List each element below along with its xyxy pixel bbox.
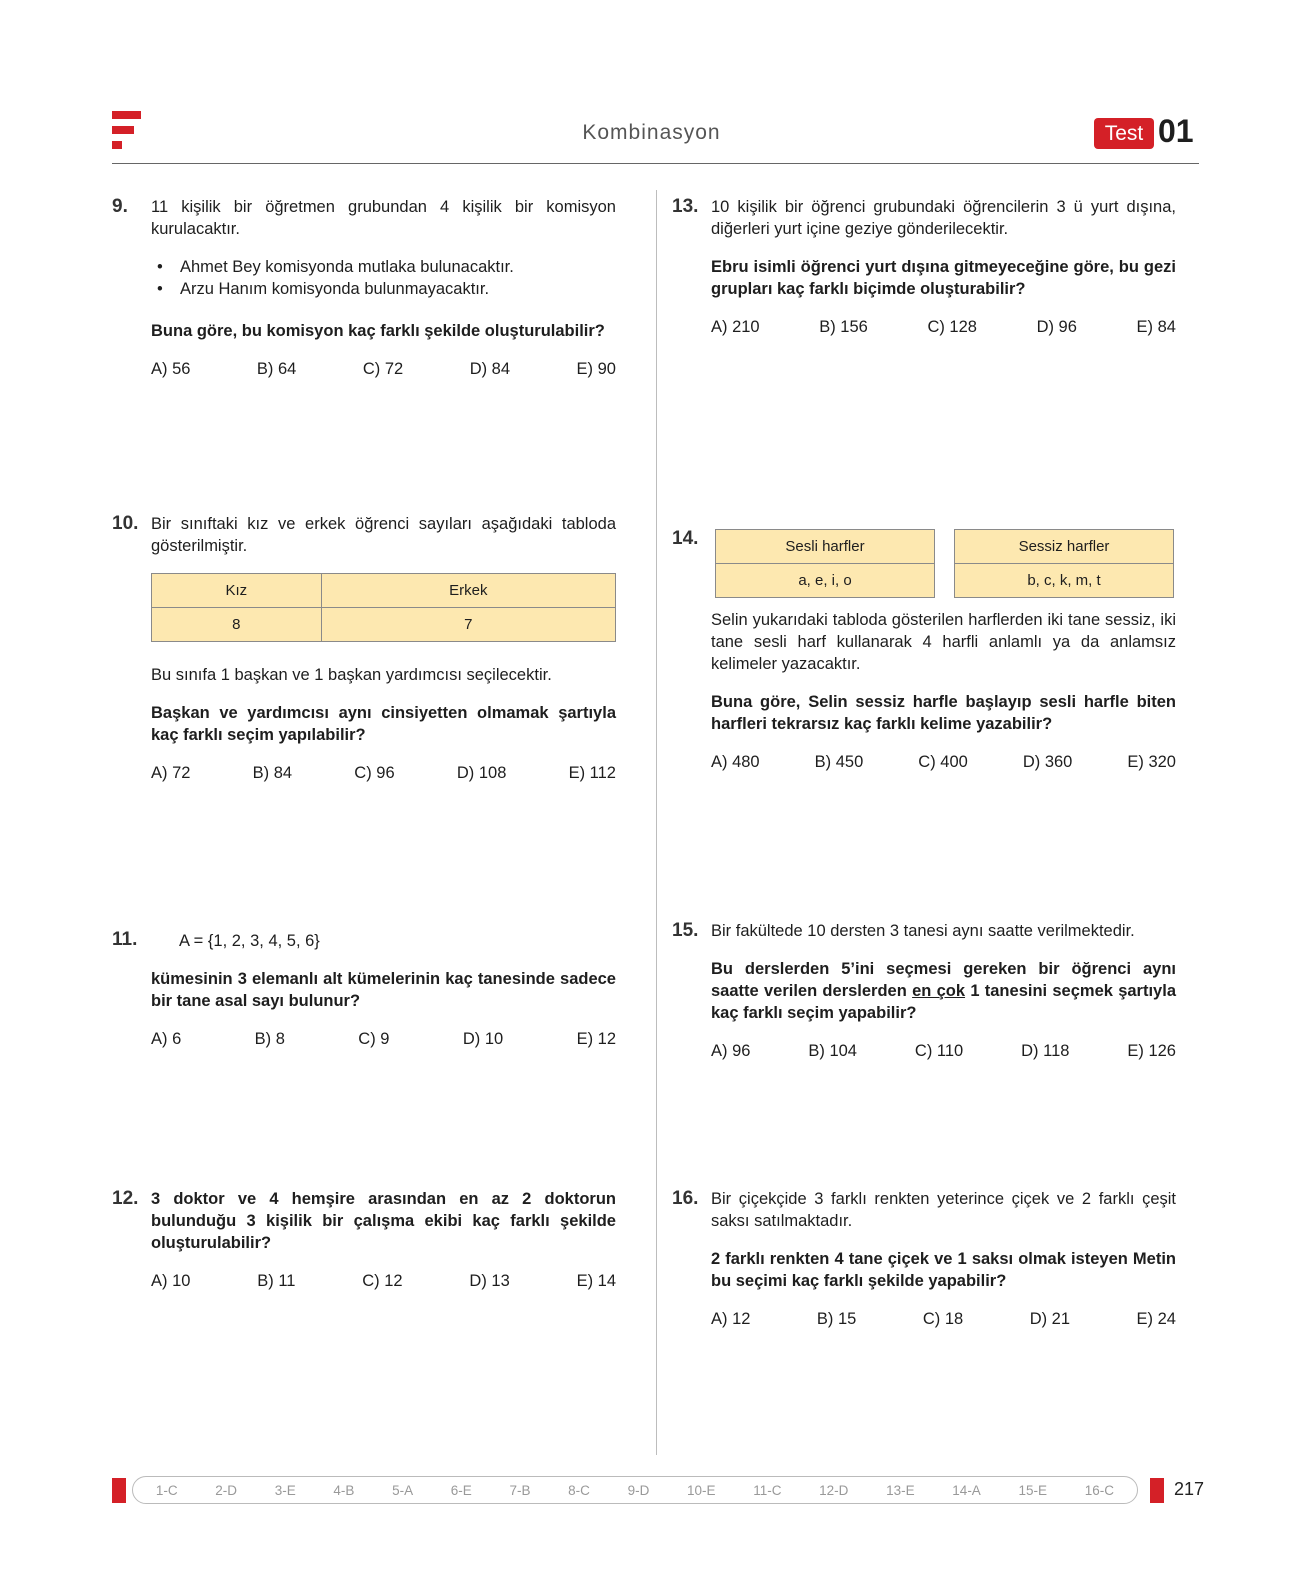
question-12-options (151, 1270, 616, 1292)
answer-key-item: 6-E (450, 1482, 472, 1498)
option-e[interactable]: E) 84 (1136, 318, 1176, 336)
column-divider (656, 190, 657, 1455)
option-d[interactable]: D) 21 (1029, 1310, 1071, 1328)
vowels-table-wrap (715, 529, 935, 598)
question-14-prompt: Buna göre, Selin sessiz harfle başlayıp sesli harfle biten harfleri tekrarsız kaç farklı kelime yazabilir? (711, 693, 1176, 733)
question-9-number: 9. (112, 196, 128, 217)
question-11-prompt: kümesinin 3 elemanlı alt kümelerinin kaç tanesinde sadece bir tane asal sayı bulunur? (151, 970, 616, 1010)
answer-key-item: 9-D (627, 1482, 650, 1498)
answer-key-item: 8-C (568, 1482, 590, 1498)
option-c[interactable]: C) 110 (914, 1042, 964, 1060)
consonants-table-wrap (954, 529, 1174, 598)
vowels-header: Sesli harfler (716, 530, 935, 564)
vowels-value: a, e, i, o (716, 564, 935, 598)
answer-key-item: 12-D (819, 1482, 849, 1498)
question-15-intro: Bir fakültede 10 dersten 3 tanesi aynı saatte verilmektedir. (711, 922, 1135, 940)
option-a[interactable]: A) 56 (151, 360, 191, 378)
question-10-statement: Bu sınıfa 1 başkan ve 1 başkan yardımcısı seçilecektir. (151, 666, 552, 684)
question-11 (151, 930, 616, 1050)
question-13 (711, 196, 1176, 338)
consonants-header: Sessiz harfler (955, 530, 1174, 564)
answer-key-item: 7-B (509, 1482, 531, 1498)
question-12 (151, 1188, 616, 1292)
option-c[interactable]: C) 128 (927, 318, 977, 336)
question-10-intro: Bir sınıftaki kız ve erkek öğrenci sayıları aşağıdaki tabloda gösterilmiştir. (151, 515, 616, 555)
question-9-prompt: Buna göre, bu komisyon kaç farklı şekilde oluşturulabilir? (151, 322, 605, 340)
option-b[interactable]: B) 15 (816, 1310, 857, 1328)
page-title: Kombinasyon (582, 121, 721, 144)
option-b[interactable]: B) 104 (808, 1042, 857, 1060)
question-16-intro: Bir çiçekçide 3 farklı renkten yeterince çiçek ve 2 farklı çeşit saksı satılmaktadır. (711, 1190, 1176, 1230)
consonants-table (954, 529, 1174, 598)
question-9-intro: 11 kişilik bir öğretmen grubundan 4 kişilik bir komisyon kurulacaktır. (151, 198, 616, 238)
question-15-options (711, 1040, 1176, 1062)
answer-key-item: 2-D (215, 1482, 238, 1498)
question-10 (151, 513, 616, 784)
option-c[interactable]: C) 18 (922, 1310, 964, 1328)
option-b[interactable]: B) 64 (256, 360, 297, 378)
answer-key (132, 1476, 1138, 1504)
answer-key-item: 1-C (155, 1482, 178, 1498)
question-14-number: 14. (672, 528, 699, 549)
option-c[interactable]: C) 9 (358, 1030, 390, 1048)
table-cell-erkek: 7 (321, 608, 615, 642)
question-16-options (711, 1308, 1176, 1330)
footer-right-marker (1150, 1478, 1164, 1503)
question-10-number: 10. (112, 513, 139, 534)
question-13-options (711, 316, 1176, 338)
option-d[interactable]: D) 96 (1036, 318, 1077, 336)
option-b[interactable]: B) 11 (257, 1272, 296, 1290)
option-d[interactable]: D) 360 (1022, 753, 1073, 771)
question-13-prompt: Ebru isimli öğrenci yurt dışına gitmeyeceğine göre, bu gezi grupları kaç farklı biçimde oluşturabilir? (711, 258, 1176, 298)
option-a[interactable]: A) 10 (151, 1272, 191, 1290)
option-d[interactable]: D) 84 (469, 360, 511, 378)
student-count-table (151, 573, 616, 642)
question-11-options (151, 1028, 616, 1050)
option-d[interactable]: D) 108 (456, 764, 507, 782)
question-14-options (711, 751, 1176, 773)
option-e[interactable]: E) 320 (1127, 753, 1176, 771)
option-e[interactable]: E) 24 (1136, 1310, 1176, 1328)
option-c[interactable]: C) 72 (362, 360, 404, 378)
question-16 (711, 1188, 1176, 1330)
question-16-number: 16. (672, 1188, 699, 1209)
question-15-number: 15. (672, 920, 699, 941)
option-c[interactable]: C) 12 (362, 1272, 403, 1290)
question-9-options (151, 358, 616, 380)
consonants-value: b, c, k, m, t (955, 564, 1174, 598)
option-e[interactable]: E) 14 (576, 1272, 616, 1290)
option-e[interactable]: E) 90 (576, 360, 616, 378)
table-header-kiz: Kız (152, 574, 322, 608)
answer-key-item: 3-E (274, 1482, 296, 1498)
option-c[interactable]: C) 96 (354, 764, 395, 782)
option-a[interactable]: A) 12 (711, 1310, 751, 1328)
option-b[interactable]: B) 156 (819, 318, 868, 336)
option-b[interactable]: B) 84 (252, 764, 293, 782)
list-item: • Ahmet Bey komisyonda mutlaka bulunacaktır. (151, 256, 616, 278)
question-14-intro: Selin yukarıdaki tabloda gösterilen harflerden iki tane sessiz, iki tane sesli harf kullanarak 4 harfli anlamlı ya da anlamsız kelimeler yazacaktır. (711, 611, 1176, 673)
option-a[interactable]: A) 480 (711, 753, 760, 771)
header-divider (112, 163, 1199, 164)
answer-key-item: 5-A (392, 1482, 414, 1498)
vowels-table (715, 529, 935, 598)
option-e[interactable]: E) 126 (1127, 1042, 1176, 1060)
question-13-number: 13. (672, 196, 699, 217)
question-14 (711, 609, 1176, 773)
option-b[interactable]: B) 450 (814, 753, 864, 771)
test-number: 01 (1158, 113, 1194, 149)
answer-key-item: 13-E (886, 1482, 915, 1498)
list-item: • Arzu Hanım komisyonda bulunmayacaktır. (151, 278, 616, 300)
question-12-prompt: 3 doktor ve 4 hemşire arasından en az 2 doktorun bulunduğu 3 kişilik bir çalışma ekibi kaç farklı şekilde oluşturulabilir? (151, 1190, 616, 1252)
option-d[interactable]: D) 13 (469, 1272, 510, 1290)
answer-key-item: 4-B (333, 1482, 355, 1498)
question-13-intro: 10 kişilik bir öğrenci grubundaki öğrencilerin 3 ü yurt dışına, diğerleri yurt içine geziye gönderilecektir. (711, 198, 1176, 238)
option-a[interactable]: A) 96 (711, 1042, 751, 1060)
page-number: 217 (1174, 1479, 1205, 1499)
table-cell-kiz: 8 (152, 608, 322, 642)
answer-key-item: 16-C (1084, 1482, 1114, 1498)
question-12-number: 12. (112, 1188, 139, 1209)
question-15-prompt-part1: Bu derslerden 5’ini seçmesi gereken bir öğrenci aynı saatte verilen derslerden (711, 960, 1176, 1000)
option-c[interactable]: C) 400 (918, 753, 968, 771)
question-15-prompt-part2: 1 tanesini seçmek şartıyla kaç farklı seçim yapabilir? (711, 982, 1176, 1022)
answer-key-item: 15-E (1018, 1482, 1048, 1498)
question-11-set: A = {1, 2, 3, 4, 5, 6} (179, 932, 320, 950)
question-10-options (151, 762, 616, 784)
answer-key-item: 14-A (952, 1482, 981, 1498)
question-15-emphasis: en çok (912, 982, 966, 1000)
question-9-conditions (151, 256, 616, 300)
question-9 (151, 196, 616, 380)
question-15 (711, 920, 1176, 1062)
test-badge: Test (1094, 118, 1154, 149)
option-d[interactable]: D) 10 (462, 1030, 504, 1048)
option-d[interactable]: D) 118 (1021, 1042, 1070, 1060)
option-a[interactable]: A) 72 (151, 764, 191, 782)
option-a[interactable]: A) 210 (711, 318, 760, 336)
question-16-prompt: 2 farklı renkten 4 tane çiçek ve 1 saksı olmak isteyen Metin bu seçimi kaç farklı şekilde yapabilir? (711, 1250, 1176, 1290)
footer-left-marker (112, 1478, 126, 1503)
answer-key-item: 11-C (753, 1482, 782, 1498)
question-10-prompt: Başkan ve yardımcısı aynı cinsiyetten olmamak şartıyla kaç farklı seçim yapılabilir? (151, 704, 616, 744)
question-11-number: 11. (112, 929, 138, 950)
option-a[interactable]: A) 6 (151, 1030, 182, 1048)
option-e[interactable]: E) 112 (568, 764, 616, 782)
table-header-erkek: Erkek (321, 574, 615, 608)
option-b[interactable]: B) 8 (254, 1030, 285, 1048)
question-15-prompt (711, 958, 1176, 1024)
answer-key-item: 10-E (687, 1482, 716, 1498)
option-e[interactable]: E) 12 (576, 1030, 616, 1048)
